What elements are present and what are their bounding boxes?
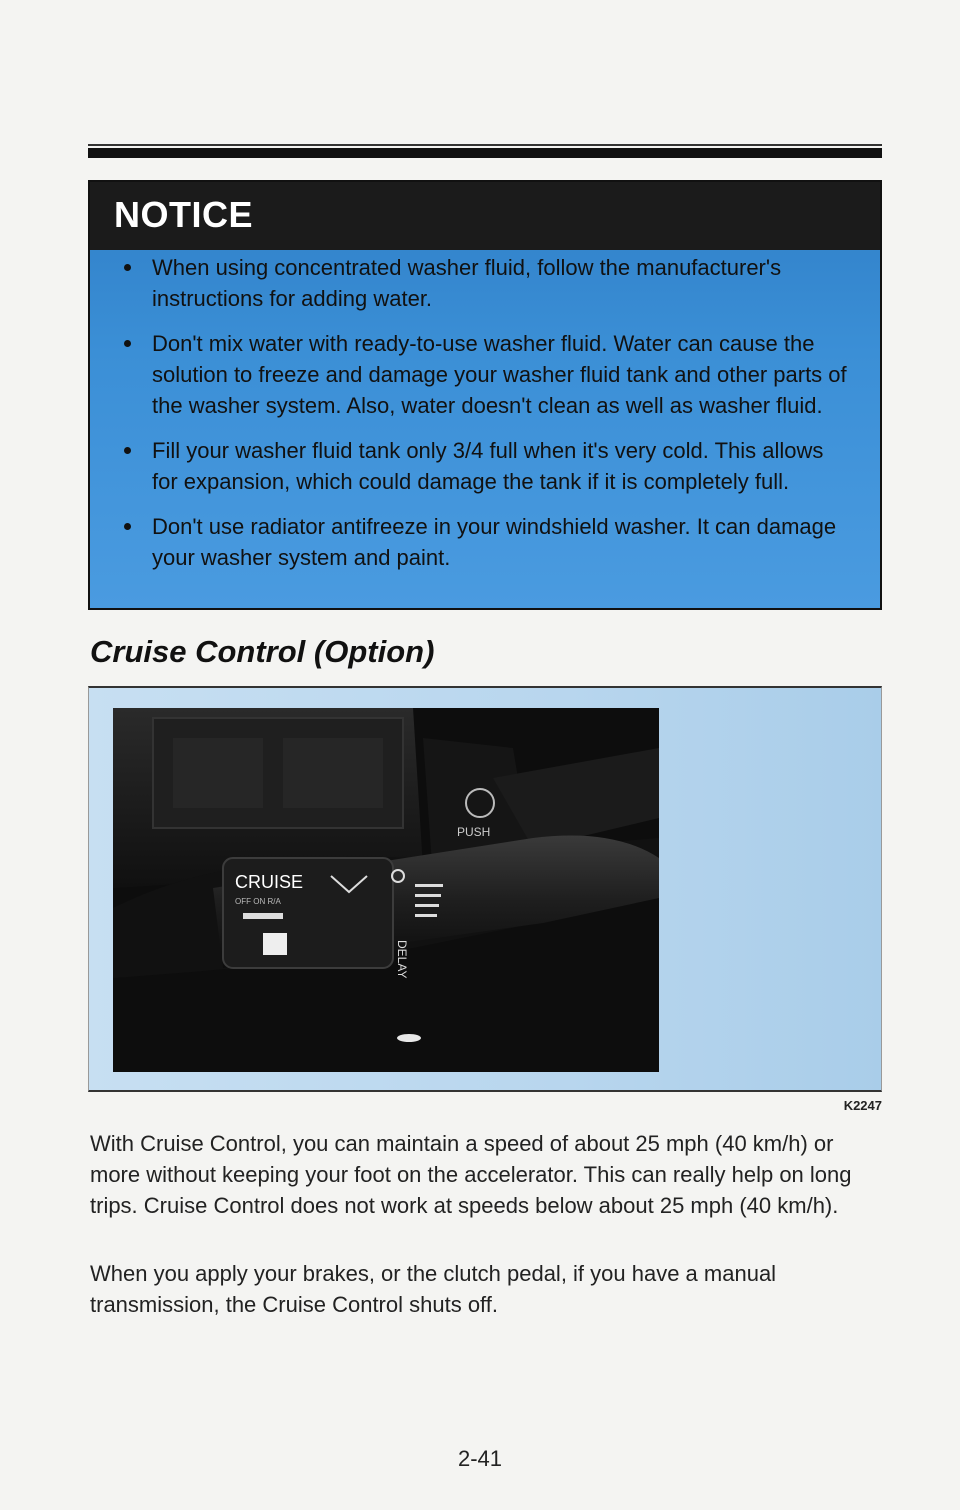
notice-item-text: Don't use radiator antifreeze in your windshield washer. It can damage your washer system and paint. xyxy=(152,514,837,570)
figure-frame xyxy=(88,686,882,1092)
gauge-recess xyxy=(173,738,263,808)
cruise-control-stalk-photo xyxy=(113,708,659,1072)
figure-code: K2247 xyxy=(843,1098,882,1113)
page-number: 2-41 xyxy=(457,1446,503,1471)
paragraph: When you apply your brakes, or the clutch pedal, if you have a manual transmission, the Cruise Control shuts off. xyxy=(90,1261,777,1317)
gauge-recess xyxy=(283,738,383,808)
notice-header xyxy=(90,182,880,250)
notice-item xyxy=(114,328,854,421)
notice-item xyxy=(114,511,854,573)
section-title: Cruise Control (Option) xyxy=(90,634,435,669)
stalk-illustration xyxy=(113,708,659,1072)
cruise-switch-indicator xyxy=(243,913,283,919)
push-label: PUSH xyxy=(457,825,491,839)
notice-list xyxy=(114,252,854,587)
cruise-label: CRUISE xyxy=(235,872,304,892)
notice-title: NOTICE xyxy=(114,194,254,235)
notice-item-text: Don't mix water with ready-to-use washer fluid. Water can cause the solution to freeze and damage your washer fluid tank and other parts of the washer system. Also, water doesn't clean as well as washer fluid. xyxy=(152,331,847,418)
bullet-icon xyxy=(124,340,131,347)
notice-item xyxy=(114,252,854,314)
bullet-icon xyxy=(124,523,131,530)
notice-item-text: Fill your washer fluid tank only 3/4 full when it's very cold. This allows for expansion, which could damage the tank if it is completely full. xyxy=(152,438,824,494)
top-rule-thin xyxy=(88,144,882,146)
cruise-positions-label: OFF ON R/A xyxy=(235,897,281,906)
bullet-icon xyxy=(124,264,131,271)
notice-item-text: When using concentrated washer fluid, follow the manufacturer's instructions for adding water. xyxy=(152,255,782,311)
bullet-icon xyxy=(124,447,131,454)
set-button xyxy=(263,933,287,955)
notice-item xyxy=(114,435,854,497)
top-rule xyxy=(88,148,882,158)
delay-label: DELAY xyxy=(395,940,409,979)
notice-box xyxy=(88,180,882,610)
paragraph: With Cruise Control, you can maintain a speed of about 25 mph (40 km/h) or more without keeping your foot on the accelerator. This can really help on long trips. Cruise Control does not work at speeds below about 25 mph (40 km/h). xyxy=(90,1131,852,1218)
light-reflection xyxy=(397,1034,421,1042)
